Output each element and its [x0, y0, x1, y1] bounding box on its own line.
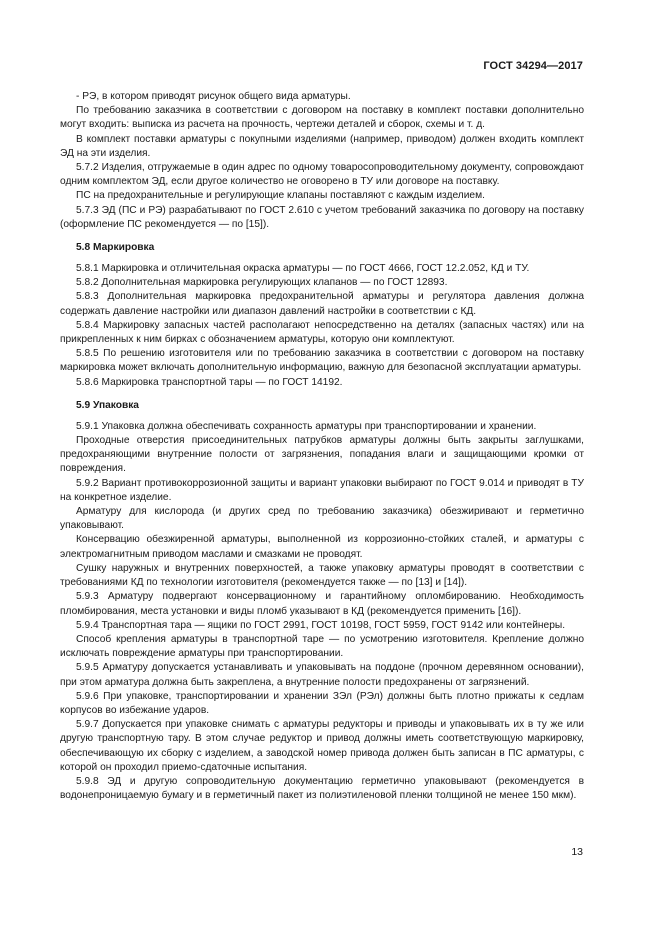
paragraph: 5.7.2 Изделия, отгружаемые в один адрес по одному товаросопроводительному документу, сопровождают одним комплектом ЭД, если другое количество не оговорено в ТУ или договоре на поставку. — [60, 162, 584, 188]
paragraph: Арматуру для кислорода (и других сред по требованию заказчика) обезжиривают и герметично упаковывают. — [60, 506, 584, 532]
paragraph: В комплект поставки арматуры с покупными изделиями (например, приводом) должен входить комплект ЭД на эти изделия. — [60, 133, 584, 159]
paragraph: Сушку наружных и внутренних поверхностей, а также упаковку арматуры проводят в соответствии с требованиями КД по технологии изготовителя (рекомендуется также — по [13] и [14]). — [60, 562, 584, 589]
paragraph: Способ крепления арматуры в транспортной таре — по усмотрению изготовителя. Крепление должно исключать повреждение арматуры при транспортировании. — [60, 633, 584, 660]
paragraph: 5.9.4 Транспортная тара — ящики по ГОСТ 2991, ГОСТ 10198, ГОСТ 5959, ГОСТ 9142 или контейнеры. — [76, 619, 566, 631]
paragraph: 5.7.3 ЭД (ПС и РЭ) разрабатывают по ГОСТ 2.610 с учетом требований заказчика по договору на поставку (оформление ПС рекомендуется — по [15]). — [60, 204, 584, 230]
paragraph: 5.9.5 Арматуру допускается устанавливать и упаковывать на поддоне (прочном деревянном основании), при этом арматура должна быть закреплена, а внутренние полости предохранены от загрязнений. — [60, 662, 584, 688]
paragraph: 5.8.1 Маркировка и отличительная окраска арматуры — по ГОСТ 4666, ГОСТ 12.2.052, КД и ТУ. — [76, 263, 530, 275]
paragraph: 5.9.6 При упаковке, транспортировании и хранении ЗЭл (РЭл) должны быть плотно прижаты к седлам корпусов во избежание ударов. — [60, 690, 584, 716]
paragraph: 5.8.3 Дополнительная маркировка предохранительной арматуры и регулятора давления должна содержать давление настройки или диапазон давлений настройки в соответствии с КД. — [60, 291, 584, 317]
paragraph: Проходные отверстия присоединительных патрубков арматуры должны быть закрыты заглушками, предохраняющими внутренние полости от загрязнения, попадания влаги и защищающими кромки от повреждения. — [60, 435, 584, 475]
paragraph: 5.8.4 Маркировку запасных частей располагают непосредственно на деталях (запасных частях) или на прикрепленных к ним бирках с обозначением арматуры, которую они комплектуют. — [60, 319, 584, 346]
paragraph: 5.9.8 ЭД и другую сопроводительную документацию герметично упаковывают (рекомендуется в водонепроницаемую бумагу и в герметичный пакет из полиэтиленовой пленки толщиной не менее 150 мкм). — [60, 775, 584, 802]
section-heading: 5.8 Маркировка — [76, 242, 155, 254]
paragraph: 5.9.1 Упаковка должна обеспечивать сохранность арматуры при транспортировании и хранении. — [76, 420, 537, 432]
paragraph: 5.9.3 Арматуру подвергают консервационному и гарантийному опломбированию. Необходимость пломбирования, места установки и виды пломб указывают в КД (рекомендуется применить [16]). — [60, 591, 584, 617]
paragraph: 5.9.2 Вариант противокоррозионной защиты и вариант упаковки выбирают по ГОСТ 9.014 и приводят в ТУ на конкретное изделие. — [60, 477, 584, 503]
document-header: ГОСТ 34294—2017 — [483, 60, 583, 72]
document-body — [60, 90, 584, 803]
paragraph: 5.9.7 Допускается при упаковке снимать с арматуры редукторы и приводы и упаковывать их в ту же или другую транспортную тару. В этом случае редуктор и привод должны иметь соответствующую маркировку, обеспечивающую их сборку с изделием, а заводской номер привода должен быть записан в ПС арматуры, с которой он проходил приемо-сдаточные испытания. — [60, 719, 584, 773]
paragraph: 5.8.2 Дополнительная маркировка регулирующих клапанов — по ГОСТ 12893. — [76, 277, 448, 289]
paragraph: - РЭ, в котором приводят рисунок общего вида арматуры. — [76, 91, 351, 102]
paragraph: 5.8.5 По решению изготовителя или по требованию заказчика в соответствии с договором на поставку маркировка может включать дополнительную информацию, важную для безопасной эксплуатации арматуры. — [60, 348, 584, 374]
paragraph: ПС на предохранительные и регулирующие клапаны поставляют с каждым изделием. — [76, 190, 485, 202]
paragraph: Консервацию обезжиренной арматуры, выполненной из коррозионно-стойких сталей, и арматуры с электромагнитным приводом маслами и смазками не проводят. — [60, 534, 584, 560]
paragraph: По требованию заказчика в соответствии с договором на поставку в комплект поставки дополнительно могут входить: выписка из расчета на прочность, чертежи деталей и сборок, схемы и т. д. — [60, 105, 584, 131]
paragraph: 5.8.6 Маркировка транспортной тары — по ГОСТ 14192. — [76, 376, 343, 388]
section-heading: 5.9 Упаковка — [76, 399, 139, 411]
page-number: 13 — [571, 846, 583, 858]
